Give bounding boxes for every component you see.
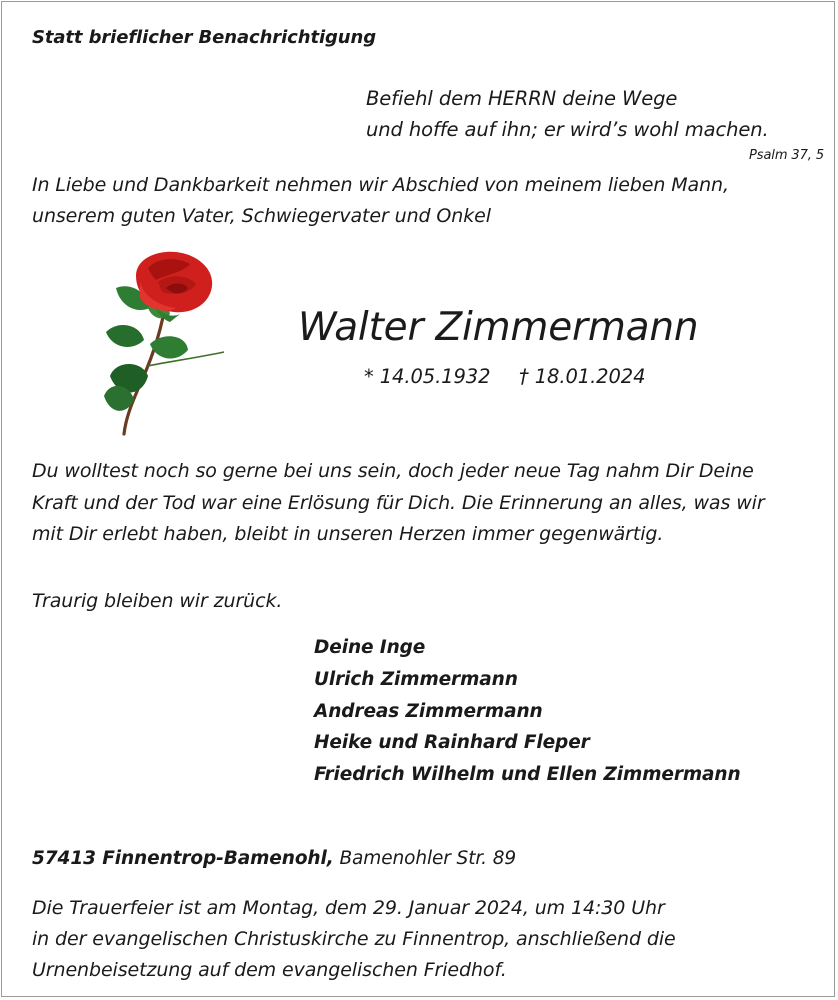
signers-list (314, 632, 741, 791)
signer-name: Andreas Zimmermann (314, 700, 543, 722)
paragraph-line: Kraft und der Tod war eine Erlösung für Dich. Die Erinnerung an alles, was wir (32, 491, 765, 514)
signer-name: Heike und Rainhard Fleper (314, 732, 590, 754)
verse-line: Befiehl dem HERRN deine Wege (366, 87, 678, 110)
notice-header: Statt brieflicher Benachrichtigung (32, 27, 377, 48)
death-date: † 18.01.2024 (519, 365, 646, 388)
family-address (32, 843, 516, 874)
verse-source: Psalm 37, 5 (749, 148, 824, 163)
intro-line: In Liebe und Dankbarkeit nehmen wir Abschied von meinem lieben Mann, (32, 174, 729, 196)
closing-line: Traurig bleiben wir zurück. (32, 590, 283, 612)
service-line: Urnenbeisetzung auf dem evangelischen Friedhof. (32, 959, 507, 981)
service-line: Die Trauerfeier ist am Montag, dem 29. Januar 2024, um 14:30 Uhr (32, 897, 665, 919)
signer-name: Deine Inge (314, 637, 426, 658)
red-rose-icon (96, 248, 232, 438)
signer-name: Ulrich Zimmermann (314, 668, 518, 690)
paragraph-line: Du wolltest noch so gerne bei uns sein, doch jeder neue Tag nahm Dir Deine (32, 460, 754, 482)
signer-name: Friedrich Wilhelm und Ellen Zimmermann (314, 764, 741, 786)
birth-date: * 14.05.1932 (364, 365, 491, 388)
address-city: 57413 Finnentrop-Bamenohl, (32, 848, 334, 869)
service-details (32, 893, 676, 986)
verse-line: und hoffe auf ihn; er wird’s wohl machen. (366, 118, 769, 141)
service-line: in der evangelischen Christuskirche zu Finnentrop, anschließend die (32, 928, 676, 950)
deceased-name: Walter Zimmermann (298, 305, 699, 350)
memorial-paragraph (32, 456, 765, 551)
intro-text (32, 170, 729, 232)
address-street: Bamenohler Str. 89 (339, 848, 517, 869)
paragraph-line: mit Dir erlebt haben, bleibt in unseren Herzen immer gegenwärtig. (32, 523, 664, 545)
bible-verse (366, 83, 769, 145)
intro-line: unserem guten Vater, Schwiegervater und Onkel (32, 205, 491, 227)
